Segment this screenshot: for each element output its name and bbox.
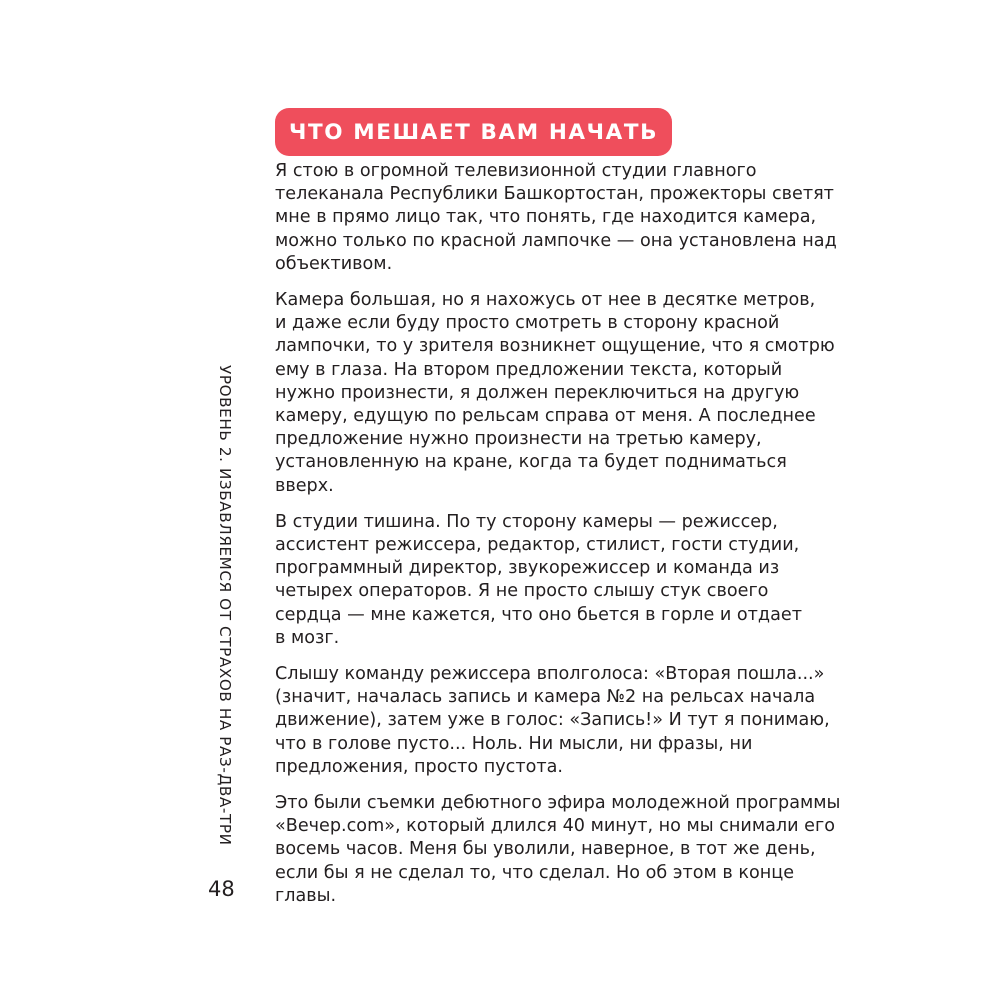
paragraph	[275, 160, 837, 276]
paragraph	[275, 663, 830, 779]
text-line: ассистент режиссера, редактор, стилист, гости студии,	[275, 535, 800, 556]
text-line: предложения, просто пустота.	[275, 756, 563, 777]
page-number: 48	[208, 877, 235, 901]
text-line: лампочки, то у зрителя возникнет ощущение, что я смотрю	[275, 336, 835, 357]
paragraph	[275, 289, 835, 498]
running-head-text: УРОВЕНЬ 2. ИЗБАВЛЯЕМСЯ ОТ СТРАХОВ НА РАЗ-ДВА-ТРИ	[216, 365, 234, 846]
text-line: вверх.	[275, 475, 334, 496]
paragraph	[275, 792, 841, 908]
text-line: объективом.	[275, 253, 393, 274]
text-line: восемь часов. Меня бы уволили, наверное, в тот же день,	[275, 839, 816, 860]
text-line: Слышу команду режиссера вполголоса: «Вторая пошла...»	[275, 664, 825, 685]
text-line: (значит, началась запись и камера №2 на рельсах начала	[275, 687, 816, 708]
text-line: телеканала Республики Башкортостан, прожекторы светят	[275, 184, 834, 205]
text-line: Камера большая, но я нахожусь от нее в десятке метров,	[275, 290, 816, 311]
text-line: установленную на кране, когда та будет подниматься	[275, 452, 787, 473]
text-line: движение), затем уже в голос: «Запись!» И тут я понимаю,	[275, 710, 830, 731]
section-heading-badge	[275, 108, 672, 156]
text-line: если бы я не сделал то, что сделал. Но об этом в конце	[275, 862, 795, 883]
text-line: нужно произнести, я должен переключиться на другую	[275, 382, 800, 403]
text-line: В студии тишина. По ту сторону камеры — режиссер,	[275, 511, 778, 532]
text-line: что в голове пусто... Ноль. Ни мысли, ни фразы, ни	[275, 733, 753, 754]
text-line: в мозг.	[275, 627, 340, 648]
text-line: и даже если буду просто смотреть в сторону красной	[275, 313, 780, 334]
text-line: ему в глаза. На втором предложении текста, который	[275, 359, 783, 380]
body-text	[275, 160, 841, 921]
text-line: главы.	[275, 885, 337, 906]
text-line: сердца — мне кажется, что оно бьется в горле и отдает	[275, 604, 802, 625]
text-line: программный директор, звукорежиссер и команда из	[275, 558, 780, 579]
section-heading: ЧТО МЕШАЕТ ВАМ НАЧАТЬ	[289, 119, 659, 145]
text-line: предложение нужно произнести на третью камеру,	[275, 429, 762, 450]
text-line: «Вечер.com», который длился 40 минут, но мы снимали его	[275, 816, 836, 837]
text-line: Я стою в огромной телевизионной студии главного	[275, 161, 757, 181]
paragraph	[275, 511, 815, 650]
text-line: мне в прямо лицо так, что понять, где находится камера,	[275, 207, 817, 228]
text-line: Это были съемки дебютного эфира молодежной программы	[275, 793, 841, 814]
running-head	[210, 365, 240, 855]
text-line: четырех операторов. Я не просто слышу стук своего	[275, 581, 769, 602]
text-line: камеру, едущую по рельсам справа от меня. А последнее	[275, 406, 816, 427]
text-line: можно только по красной лампочке — она установлена над	[275, 230, 837, 251]
